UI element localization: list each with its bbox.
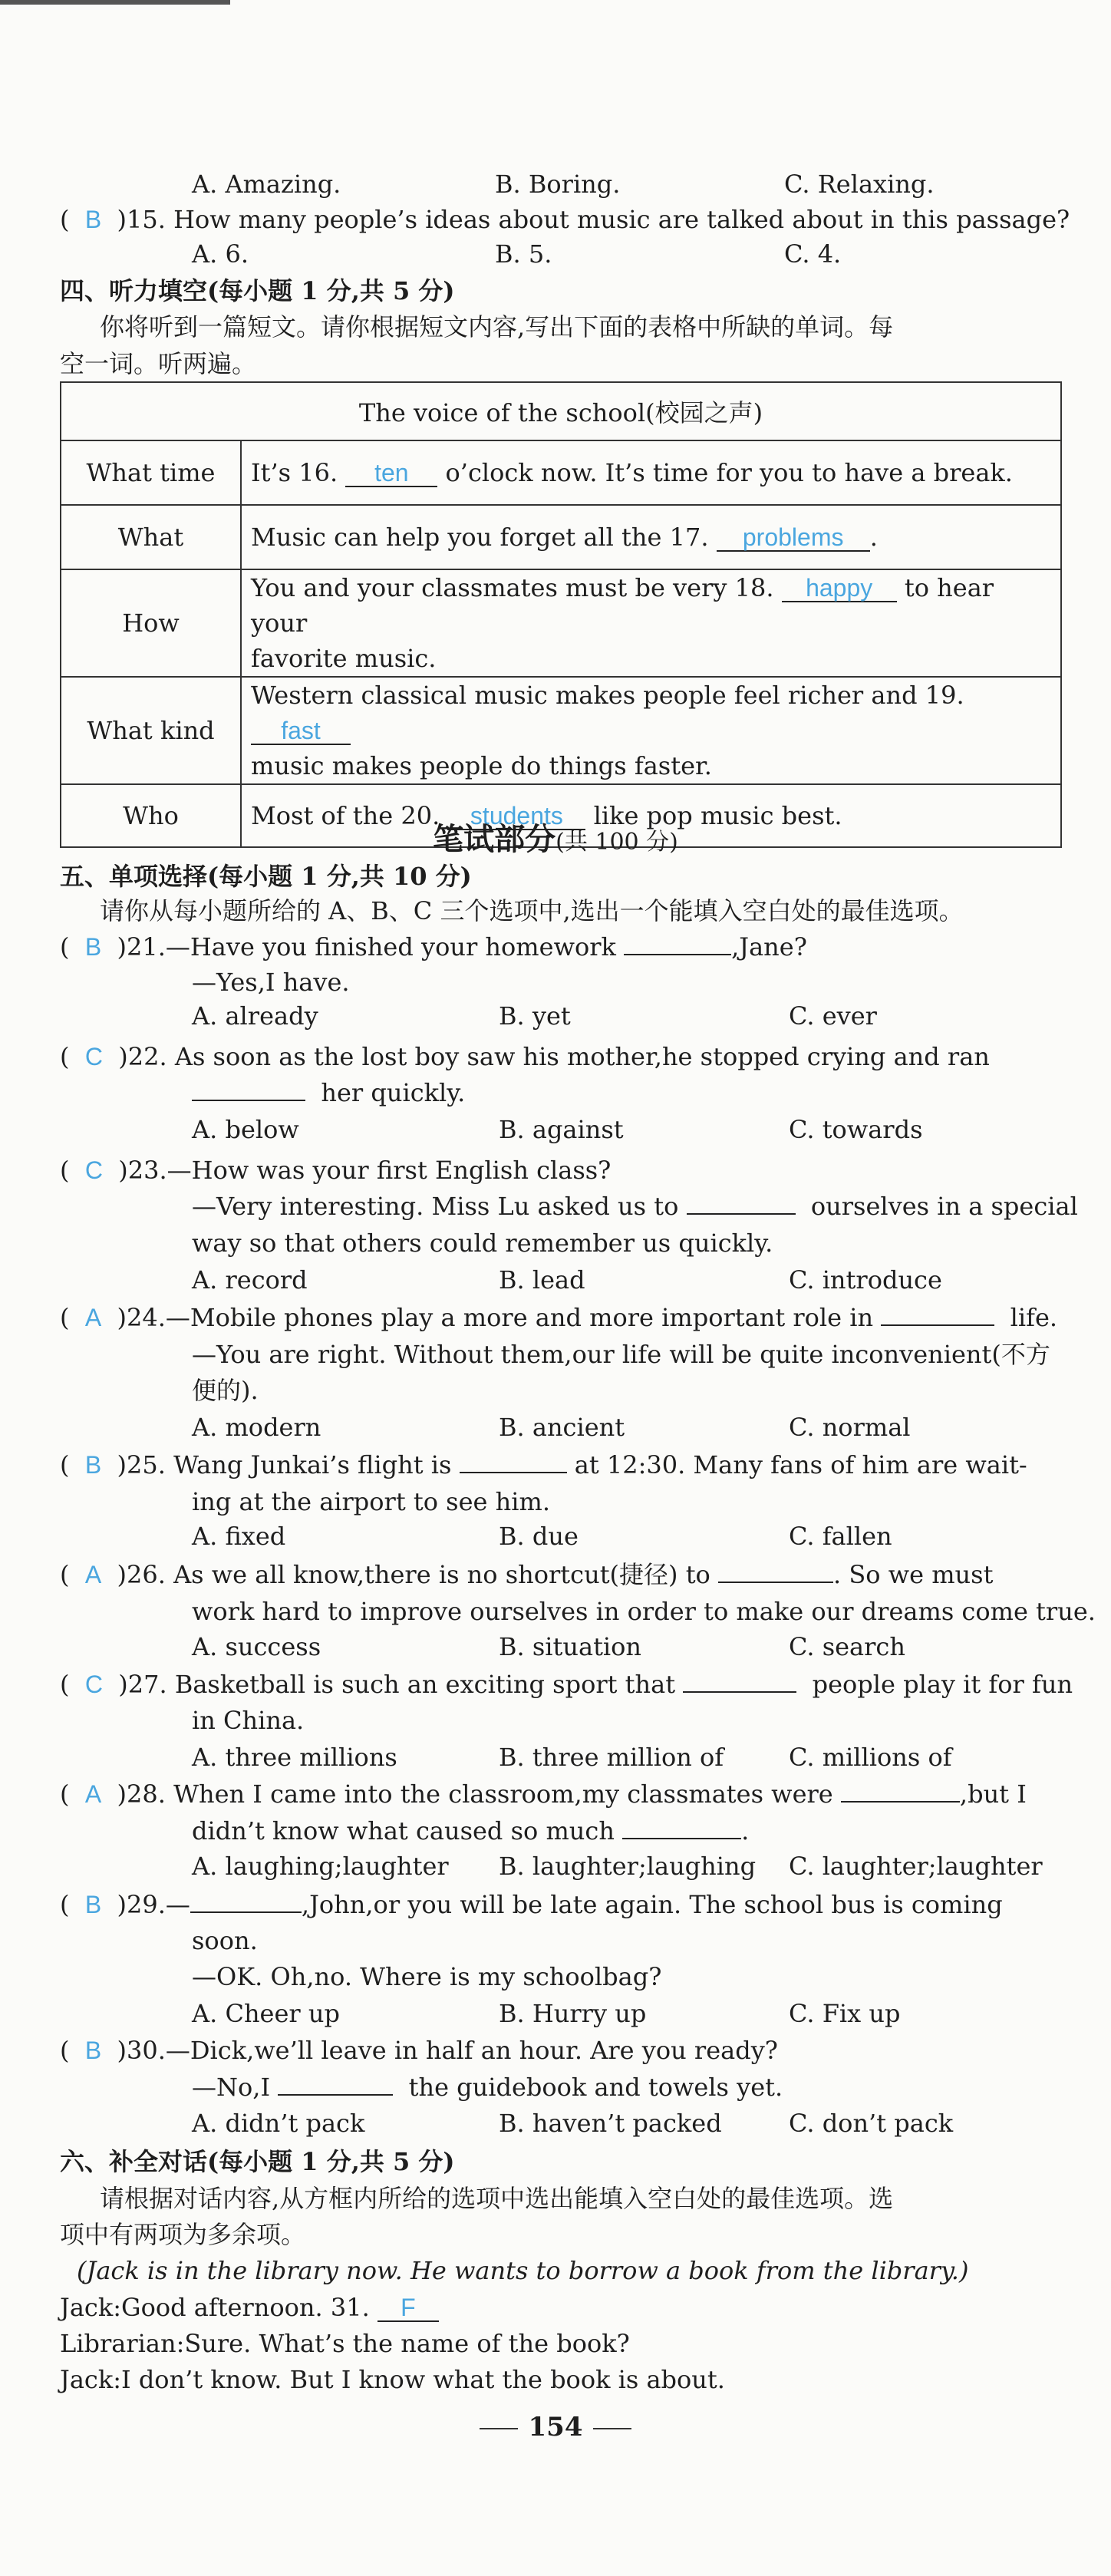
answer-blank <box>841 1778 960 1803</box>
q21-line2: —Yes,I have. <box>192 968 350 997</box>
q30-option-a: A. didn’t pack <box>192 2109 365 2138</box>
q22-option-a: A. below <box>192 1115 299 1144</box>
q23-option-c: C. introduce <box>789 1265 942 1295</box>
section-6-instruction-line2: 项中有两项为多余项。 <box>60 2220 306 2249</box>
q30-option-b: B. haven’t packed <box>499 2109 722 2138</box>
q21-option-c: C. ever <box>789 1001 877 1031</box>
table-row <box>61 440 1061 505</box>
row-label: How <box>61 569 241 677</box>
q27-option-a: A. three millions <box>192 1743 397 1772</box>
answer-blank <box>460 1449 567 1473</box>
q22-option-b: B. against <box>499 1115 624 1144</box>
answer-25: B <box>84 1451 102 1479</box>
answer-blank <box>718 1558 833 1583</box>
q21-option-b: B. yet <box>499 1001 571 1031</box>
answer-blank <box>683 1668 796 1693</box>
answer-blank <box>190 1888 302 1913</box>
listening-table <box>60 381 1062 848</box>
q27-option-b: B. three million of <box>499 1743 724 1772</box>
q29-option-a: A. Cheer up <box>192 1999 340 2028</box>
q30-option-c: C. don’t pack <box>789 2109 954 2138</box>
q29-option-b: B. Hurry up <box>499 1999 647 2028</box>
row-label: What kind <box>61 677 241 784</box>
answer-30: B <box>84 2037 102 2064</box>
question-25: ( B )25. Wang Junkai’s flight is at 12:30. Many fans of him are wait- <box>60 1450 1027 1479</box>
q25-option-a: A. fixed <box>192 1522 286 1551</box>
answer-15: B <box>84 206 102 233</box>
row-content: Most of the 20. students like pop music best. <box>241 784 1061 847</box>
question-21: ( B )21.—Have you finished your homework ,Jane? <box>60 932 807 961</box>
q14-option-a: A. Amazing. <box>192 170 341 199</box>
section-4-instruction-line2: 空一词。听两遍。 <box>60 349 257 378</box>
answer-blank <box>192 1077 305 1101</box>
q27-line2: in China. <box>192 1706 305 1735</box>
blank-17: problems <box>717 524 870 552</box>
written-part-title: 笔试部分(共 100 分) <box>433 821 678 857</box>
q26-line2: work hard to improve ourselves in order to make our dreams come true. <box>192 1597 1096 1626</box>
q26-option-c: C. search <box>789 1632 905 1661</box>
q26-option-a: A. success <box>192 1632 321 1661</box>
q23-line2: —Very interesting. Miss Lu asked us to ourselves in a special <box>192 1192 1078 1221</box>
q29-line3: —OK. Oh,no. Where is my schoolbag? <box>192 1962 662 1991</box>
question-22: ( C )22. As soon as the lost boy saw his mother,he stopped crying and ran <box>60 1042 990 1071</box>
q14-option-b: B. Boring. <box>495 170 621 199</box>
section-5-heading: 五、单项选择(每小题 1 分,共 10 分) <box>60 862 472 891</box>
section-6-heading: 六、补全对话(每小题 1 分,共 5 分) <box>60 2147 455 2176</box>
answer-28: A <box>84 1780 102 1808</box>
page-number: 154 <box>0 2412 1111 2442</box>
question-29: ( B )29.— ,John,or you will be late again. The school bus is coming <box>60 1890 1003 1919</box>
blank-18: happy <box>782 575 897 602</box>
answer-29: B <box>84 1891 102 1918</box>
q15-option-c: C. 4. <box>784 239 842 269</box>
blank-31: F <box>377 2294 439 2322</box>
q24-option-b: B. ancient <box>499 1413 625 1442</box>
section-5-instruction: 请你从每小题所给的 A、B、C 三个选项中,选出一个能填入空白处的最佳选项。 <box>100 896 964 925</box>
row-content: Western classical music makes people feel richer and 19. fast music makes people do things faster. <box>241 677 1061 784</box>
q28-line2: didn’t know what caused so much . <box>192 1816 750 1845</box>
answer-blank <box>624 931 731 955</box>
blank-16: ten <box>345 460 437 487</box>
q21-option-a: A. already <box>192 1001 318 1031</box>
question-15: ( B )15. How many people’s ideas about music are talked about in this passage? <box>60 205 1070 234</box>
section-4-instruction-line1: 你将听到一篇短文。请你根据短文内容,写出下面的表格中所缺的单词。每 <box>100 312 894 341</box>
row-content: You and your classmates must be very 18. happy to hear your favorite music. <box>241 569 1061 677</box>
dialog-line-2: Librarian:Sure. What’s the name of the book? <box>60 2329 630 2358</box>
answer-blank <box>687 1190 796 1215</box>
q25-line2: ing at the airport to see him. <box>192 1487 550 1516</box>
answer-27: C <box>84 1671 103 1698</box>
q15-option-b: B. 5. <box>495 239 552 269</box>
q22-line2: her quickly. <box>192 1076 465 1110</box>
question-26: ( A )26. As we all know,there is no shortcut(捷径) to . So we must <box>60 1560 994 1589</box>
question-28: ( A )28. When I came into the classroom,my classmates were ,but I <box>60 1779 1027 1809</box>
q28-option-b: B. laughter;laughing <box>499 1852 757 1881</box>
q30-line2: —No,I the guidebook and towels yet. <box>192 2073 783 2102</box>
q27-option-c: C. millions of <box>789 1743 952 1772</box>
question-27: ( C )27. Basketball is such an exciting sport that people play it for fun <box>60 1670 1073 1699</box>
section-6-instruction-line1: 请根据对话内容,从方框内所给的选项中选出能填入空白处的最佳选项。选 <box>100 2184 894 2213</box>
question-23: ( C )23.—How was your first English class? <box>60 1156 612 1185</box>
q24-line2: —You are right. Without them,our life will be quite inconvenient(不方 <box>192 1340 1050 1369</box>
q24-line3: 便的). <box>192 1376 259 1405</box>
q22-option-c: C. towards <box>789 1115 923 1144</box>
answer-blank <box>622 1815 741 1839</box>
answer-blank <box>278 2071 393 2096</box>
table-title: The voice of the school(校园之声) <box>61 382 1061 440</box>
table-row <box>61 505 1061 569</box>
q23-option-a: A. record <box>192 1265 308 1295</box>
row-label: Who <box>61 784 241 847</box>
q25-option-b: B. due <box>499 1522 579 1551</box>
answer-blank <box>881 1301 994 1326</box>
row-content: It’s 16. ten o’clock now. It’s time for you to have a break. <box>241 440 1061 505</box>
q23-option-b: B. lead <box>499 1265 585 1295</box>
dialog-scene: (Jack is in the library now. He wants to borrow a book from the library.) <box>77 2256 969 2285</box>
question-24: ( A )24.—Mobile phones play a more and more important role in life. <box>60 1303 1058 1332</box>
q28-option-a: A. laughing;laughter <box>192 1852 449 1881</box>
q29-option-c: C. Fix up <box>789 1999 901 2028</box>
row-label: What time <box>61 440 241 505</box>
table-row <box>61 677 1061 784</box>
q25-option-c: C. fallen <box>789 1522 892 1551</box>
q26-option-b: B. situation <box>499 1632 642 1661</box>
section-4-heading: 四、听力填空(每小题 1 分,共 5 分) <box>60 276 455 305</box>
question-30: ( B )30.—Dick,we’ll leave in half an hour. Are you ready? <box>60 2036 778 2065</box>
q24-option-a: A. modern <box>192 1413 321 1442</box>
q24-option-c: C. normal <box>789 1413 911 1442</box>
row-content: Music can help you forget all the 17. problems . <box>241 505 1061 569</box>
answer-24: A <box>84 1304 102 1331</box>
blank-19: fast <box>251 717 351 745</box>
blank-20: students <box>447 803 585 830</box>
q14-option-c: C. Relaxing. <box>784 170 935 199</box>
dialog-line-3: Jack:I don’t know. But I know what the book is about. <box>60 2365 725 2394</box>
q23-line3: way so that others could remember us quickly. <box>192 1229 773 1258</box>
row-label: What <box>61 505 241 569</box>
q15-option-a: A. 6. <box>192 239 249 269</box>
answer-22: C <box>84 1043 103 1070</box>
top-border-line <box>0 0 230 5</box>
dialog-line-1: Jack:Good afternoon. 31. F <box>60 2291 439 2324</box>
table-row <box>61 569 1061 677</box>
answer-23: C <box>84 1156 103 1184</box>
q29-line2: soon. <box>192 1926 258 1955</box>
answer-26: A <box>84 1561 102 1588</box>
answer-21: B <box>84 933 102 961</box>
q28-option-c: C. laughter;laughter <box>789 1852 1043 1881</box>
